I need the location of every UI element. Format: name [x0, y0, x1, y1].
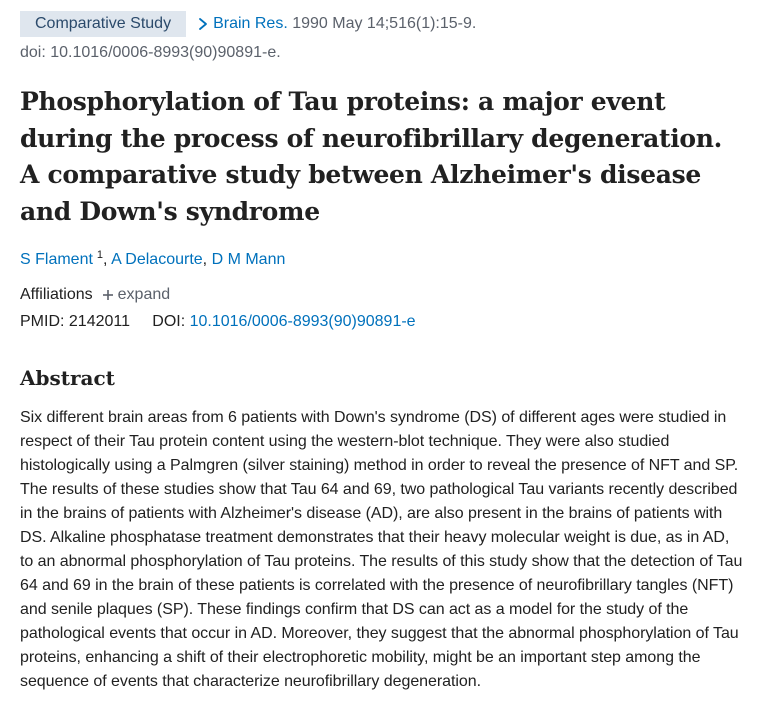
author-separator: ,	[103, 251, 108, 268]
doi-citation: doi: 10.1016/0006-8993(90)90891-e.	[20, 44, 281, 61]
affiliations-toggle[interactable]	[20, 286, 170, 304]
affiliations-label: Affiliations	[20, 286, 93, 303]
affiliation-ref[interactable]: 1	[96, 249, 104, 261]
author-link-delacourte[interactable]: A Delacourte	[111, 251, 203, 268]
publication-type-badge[interactable]: Comparative Study	[20, 11, 186, 37]
expand-label: expand	[117, 286, 171, 303]
author-link-mann[interactable]: D M Mann	[211, 251, 286, 268]
article-identifiers	[20, 313, 416, 331]
article-title: Phosphorylation of Tau proteins: a major event during the process of neurofibrillary degeneration. A comparative study between Alzheimer's disease and Down's syndrome	[20, 87, 723, 226]
authors-list	[20, 249, 285, 269]
article-source	[20, 11, 476, 37]
abstract-text: Six different brain areas from 6 patients with Down's syndrome (DS) of different ages were studied in respect of their Tau protein content using the western-blot technique. They were also studied histologically using a Palmgren (silver staining) method in order to reveal the presence of NFT and SP. The results of these studies show that Tau 64 and 69, two pathological Tau variants recently described in the brains of patients with Alzheimer's disease (AD), are also present in the brains of patients with DS. Alkaline phosphatase treatment demonstrates that their heavy molecular weight is due, as in AD, to an abnormal phosphorylation of Tau proteins. The results of this study show that the detection of Tau 64 and 69 in the brain of these patients is correlated with the presence of neurofibrillary tangles (NFT) and senile plaques (SP). These findings confirm that DS can act as a model for the study of the pathological events that occur in AD. Moreover, they suggest that the abnormal phosphorylation of Tau proteins, enhancing a shift of their electrophoretic mobility, might be an important step among the sequence of events that characterize neurofibrillary degeneration.	[20, 409, 743, 690]
doi-label: DOI:	[152, 313, 186, 330]
author-link-flament[interactable]: S Flament	[20, 251, 93, 268]
plus-icon	[102, 289, 114, 301]
author-separator: ,	[202, 251, 208, 268]
abstract-heading: Abstract	[20, 366, 115, 390]
journal-link[interactable]: Brain Res.	[213, 15, 288, 32]
chevron-right-icon	[196, 17, 210, 31]
pmid-value: 2142011	[68, 313, 131, 330]
pmid-label: PMID:	[20, 313, 65, 330]
citation-details: 1990 May 14;516(1):15-9.	[292, 15, 477, 32]
doi-link[interactable]: 10.1016/0006-8993(90)90891-e	[189, 313, 416, 330]
